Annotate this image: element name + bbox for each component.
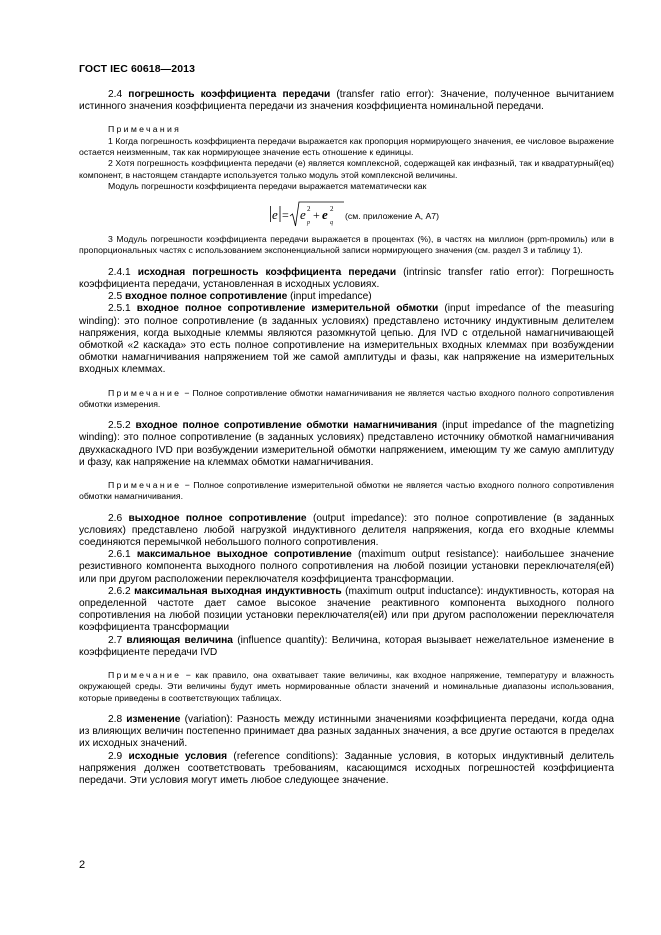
- clause-2-9: 2.9 исходные условия (reference conditions): Заданные условия, в которых индуктивный делитель напряжения должен соответствовать требованиям, касающимся исходных погрешностей коэффициента передачи. Эти условия могут иметь любое следующее значение.: [79, 750, 614, 786]
- clause-term: погрешность коэффициента передачи: [128, 89, 331, 100]
- clause-2-4-1: 2.4.1 исходная погрешность коэффициента передачи (intrinsic transfer ratio error): Погрешность коэффициента передачи, установленная в исходных условиях.: [79, 266, 614, 290]
- clause-2-4: [79, 89, 614, 113]
- svg-text:q: q: [330, 220, 333, 227]
- clause-2-6-1: 2.6.1 максимальное выходное сопротивление (maximum output resistance): наибольшее значение резистивного компонента выходного полного сопротивления на любой позиции установки переключателя(ей) или при другом расположении переключателя коэффициента трансформации.: [79, 549, 615, 585]
- clause-text: (transfer ratio error): Значение, полученное вычитанием истинного значения коэффициента передачи из значения коэффициента номинальной передачи.: [79, 89, 614, 113]
- formula-lhs-e: e: [272, 207, 278, 223]
- document-body: [79, 89, 614, 787]
- svg-text:e: e: [322, 207, 328, 223]
- note-2: 2 Хотя погрешность коэффициента передачи (e) является комплексной, содержащей как инфазный, так и квадратурный(eq) компонент, в настоящем стандарте используется только модуль этой комплексной величины.: [79, 158, 614, 180]
- clause-2-6-2: 2.6.2 максимальная выходная индуктивность (maximum output inductance): индуктивность, которая на определенной частоте дает самое высокое значение реактивного компонента выходного полного сопротивления на любой позиции установки переключателя(ей) или при другом расположении переключателя коэффициента трансформации: [79, 585, 614, 634]
- clause-2-6: 2.6 выходное полное сопротивление (output impedance): это полное сопротивление (в заданных условиях) представлено любой нагрузкой индуктивного делителя напряжения, когда его входные клеммы соединяются перемычкой небольшого полного сопротивления.: [79, 512, 615, 549]
- svg-text:p: p: [307, 220, 310, 227]
- svg-text:2: 2: [330, 205, 334, 214]
- error-modulus-formula: [269, 200, 344, 228]
- note-2-formula-intro: Модуль погрешности коэффициента передачи выражается математически как: [108, 180, 427, 191]
- note-2-7: Примечание − как правило, она охватывает такие величины, как входное напряжение, температуру и влажность окружающей среды. Эти величины будут иметь нормированные области значений и номинальные диапазоны использования, которые приведены в соответствующих таблицах.: [79, 670, 614, 703]
- clause-2-5: 2.5 входное полное сопротивление (input impedance): [108, 291, 372, 303]
- page-number: 2: [79, 859, 86, 871]
- note-1: 1 Когда погрешность коэффициента передачи выражается как пропорция нормирующего значения, ее числовое выражение остается неизменным, так как нормирующее значение есть отношение к единицы.: [79, 135, 614, 157]
- document-header: ГОСТ IEC 60618—2013: [79, 63, 196, 75]
- note-3: 3 Модуль погрешности коэффициента передачи выражается в процентах (%), в частях на миллион (ppm-промиль) или в пропорциональных частях с использованием экспоненциальной записи нормирующего значения (см. раздел 3 и таблицу 1).: [79, 234, 614, 256]
- clause-2-5-2: 2.5.2 входное полное сопротивление обмотки намагничивания (input impedance of the magnetizing winding): это полное сопротивление (в заданных условиях) представлено источнику обмоткой намагничивания двухкаскадного IVD при возбуждении измерительной обмотки напряжением, имеющим ту же самую амплитуду и фазу, как напряжение на клеммах обмотки намагничивания.: [79, 420, 614, 468]
- note-2-5-1: Примечание − Полное сопротивление обмотки намагничивания не является частью входного полного сопротивления обмотки измерения.: [79, 387, 614, 409]
- notes-heading: Примечания: [108, 124, 182, 135]
- formula-block: [79, 194, 614, 232]
- svg-text:e: e: [300, 207, 306, 223]
- formula-reference: (см. приложение А, А7): [345, 211, 440, 222]
- note-2-5-2: Примечание − Полное сопротивление измерительной обмотки не является частью входного полного сопротивления обмотки намагничивания.: [79, 480, 614, 502]
- svg-text:+: +: [313, 208, 320, 223]
- clause-number: 2.4: [108, 89, 129, 100]
- clause-2-5-1: 2.5.1 входное полное сопротивление измерительной обмотки (input impedance of the measuring winding): это полное сопротивление (в заданных условиях) представлено источнику индуктивным делителем напряжения, когда выходные клеммы являются разомкнутой цепью. Для IVD с отдельной намагничивающей обмоткой «2 каскада» это есть полное сопротивление на измерительных входных клеммах при возбуждении обмотки намагничивания напряжением той же самой амплитуды и фазы, как напряжение на измерительных входных клеммах.: [79, 303, 614, 376]
- clause-2-8: 2.8 изменение (variation): Разность между истинными значениями коэффициента передачи, когда одна из влияющих величин постепенно принимает два разных заданных значения, а все другие остаются в пределах их исходных значений.: [79, 713, 615, 750]
- clause-2-7: 2.7 влияющая величина (influence quantity): Величина, которая вызывает нежелательное изменение в коэффициенте передачи IVD: [79, 634, 614, 658]
- formula-equals: =: [282, 208, 289, 223]
- svg-text:2: 2: [307, 205, 311, 214]
